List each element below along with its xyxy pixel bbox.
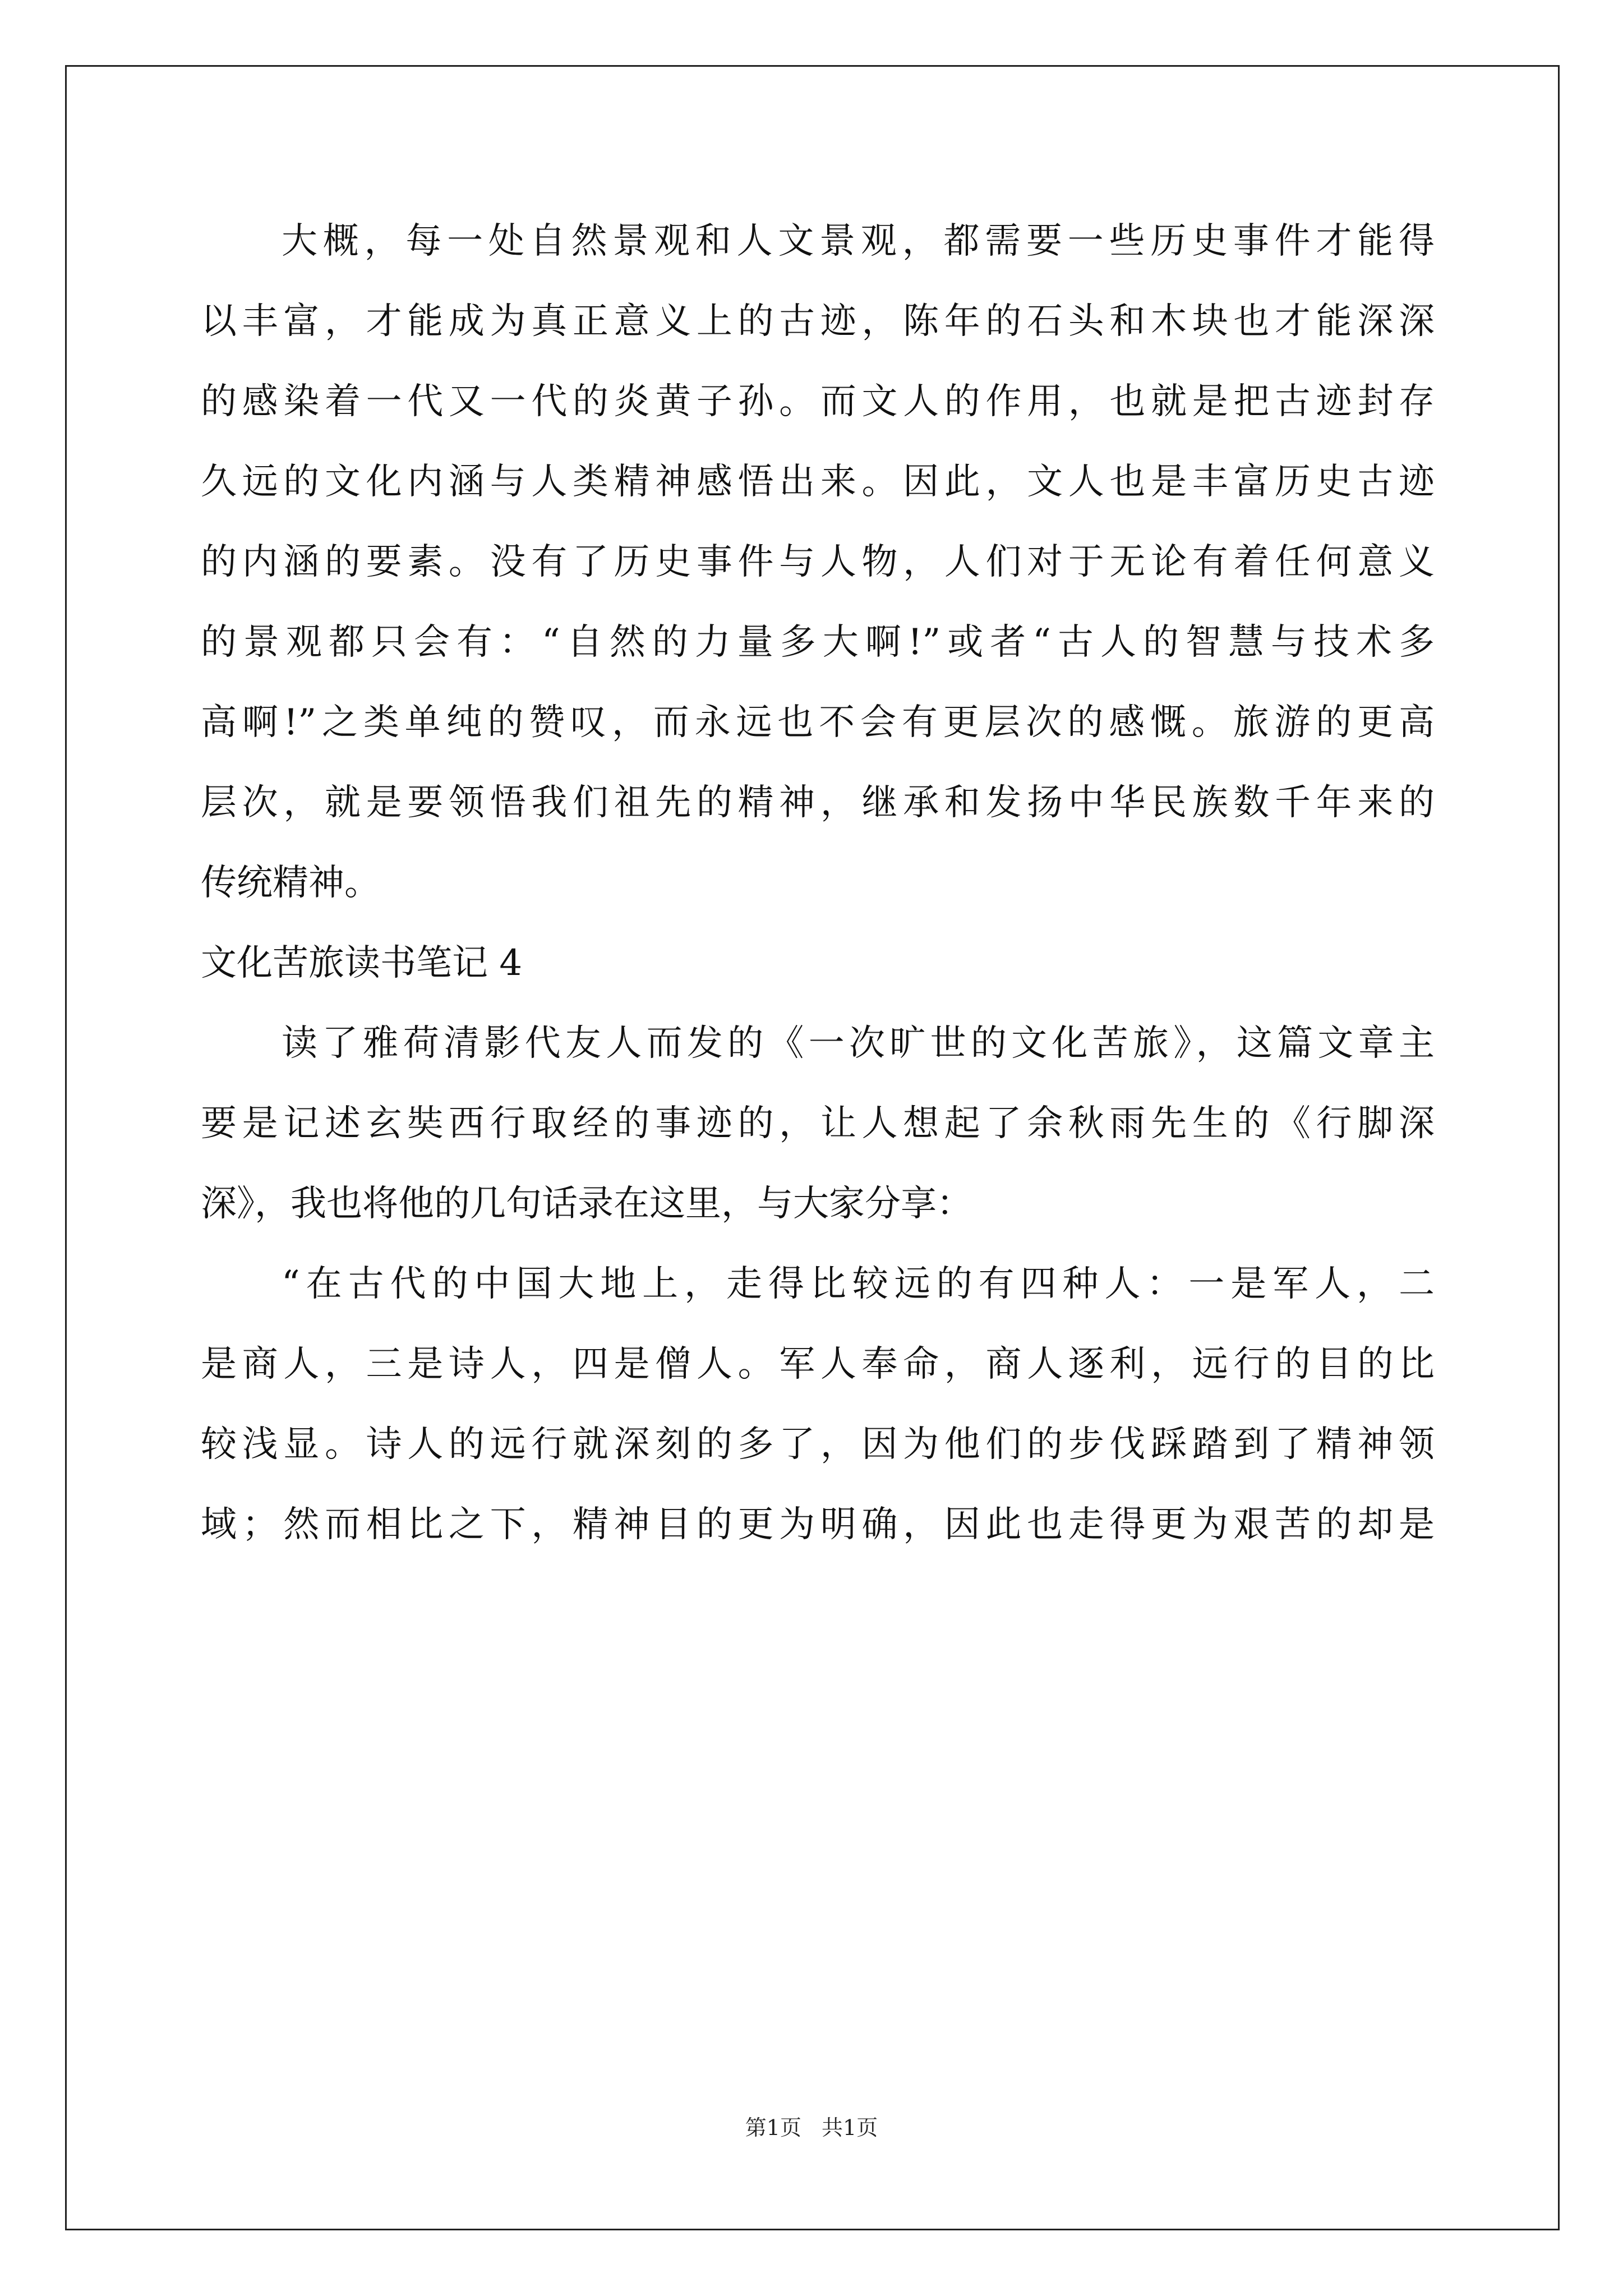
section-heading: 文化苦旅读书笔记 4: [201, 942, 523, 984]
quote-line: 较浅显。诗人的远行就深刻的多了，因为他们的步伐踩踏到了精神领: [201, 1424, 1435, 1465]
paragraph-line: 的感染着一代又一代的炎黄子孙。而文人的作用，也就是把古迹封存: [201, 381, 1435, 422]
page-number-total: 共1页: [822, 2115, 878, 2140]
paragraph-line: 以丰富，才能成为真正意义上的古迹，陈年的石头和木块也才能深深: [201, 301, 1435, 342]
quote-line: “在古代的中国大地上，走得比较远的有四种人：一是军人，二: [282, 1263, 1435, 1305]
paragraph-line: 要是记述玄奘西行取经的事迹的，让人想起了余秋雨先生的《行脚深: [201, 1103, 1435, 1144]
paragraph-line: 深》，我也将他的几句话录在这里，与大家分享：: [201, 1183, 972, 1225]
paragraph-line: 的内涵的要素。没有了历史事件与人物，人们对于无论有着任何意义: [201, 541, 1435, 583]
paragraph-line: 层次，就是要领悟我们祖先的精神，继承和发扬中华民族数千年来的: [201, 782, 1435, 823]
page-footer: [0, 2114, 1623, 2142]
paragraph-line: 传统精神。: [201, 862, 380, 904]
page-number-current: 第1页: [745, 2115, 801, 2140]
paragraph-line: 久远的文化内涵与人类精神感悟出来。因此，文人也是丰富历史古迹: [201, 461, 1435, 503]
quote-line: 是商人，三是诗人，四是僧人。军人奉命，商人逐利，远行的目的比: [201, 1343, 1435, 1385]
paragraph-line: 读了雅荷清影代友人而发的《一次旷世的文化苦旅》，这篇文章主: [282, 1023, 1435, 1064]
paragraph-line: 大概，每一处自然景观和人文景观，都需要一些历史事件才能得: [282, 220, 1435, 262]
quote-line: 域；然而相比之下，精神目的更为明确，因此也走得更为艰苦的却是: [201, 1504, 1435, 1545]
paragraph-line: 的景观都只会有：“自然的力量多大啊!”或者“古人的智慧与技术多: [201, 622, 1435, 663]
paragraph-line: 高啊!”之类单纯的赞叹，而永远也不会有更层次的感慨。旅游的更高: [201, 702, 1435, 743]
